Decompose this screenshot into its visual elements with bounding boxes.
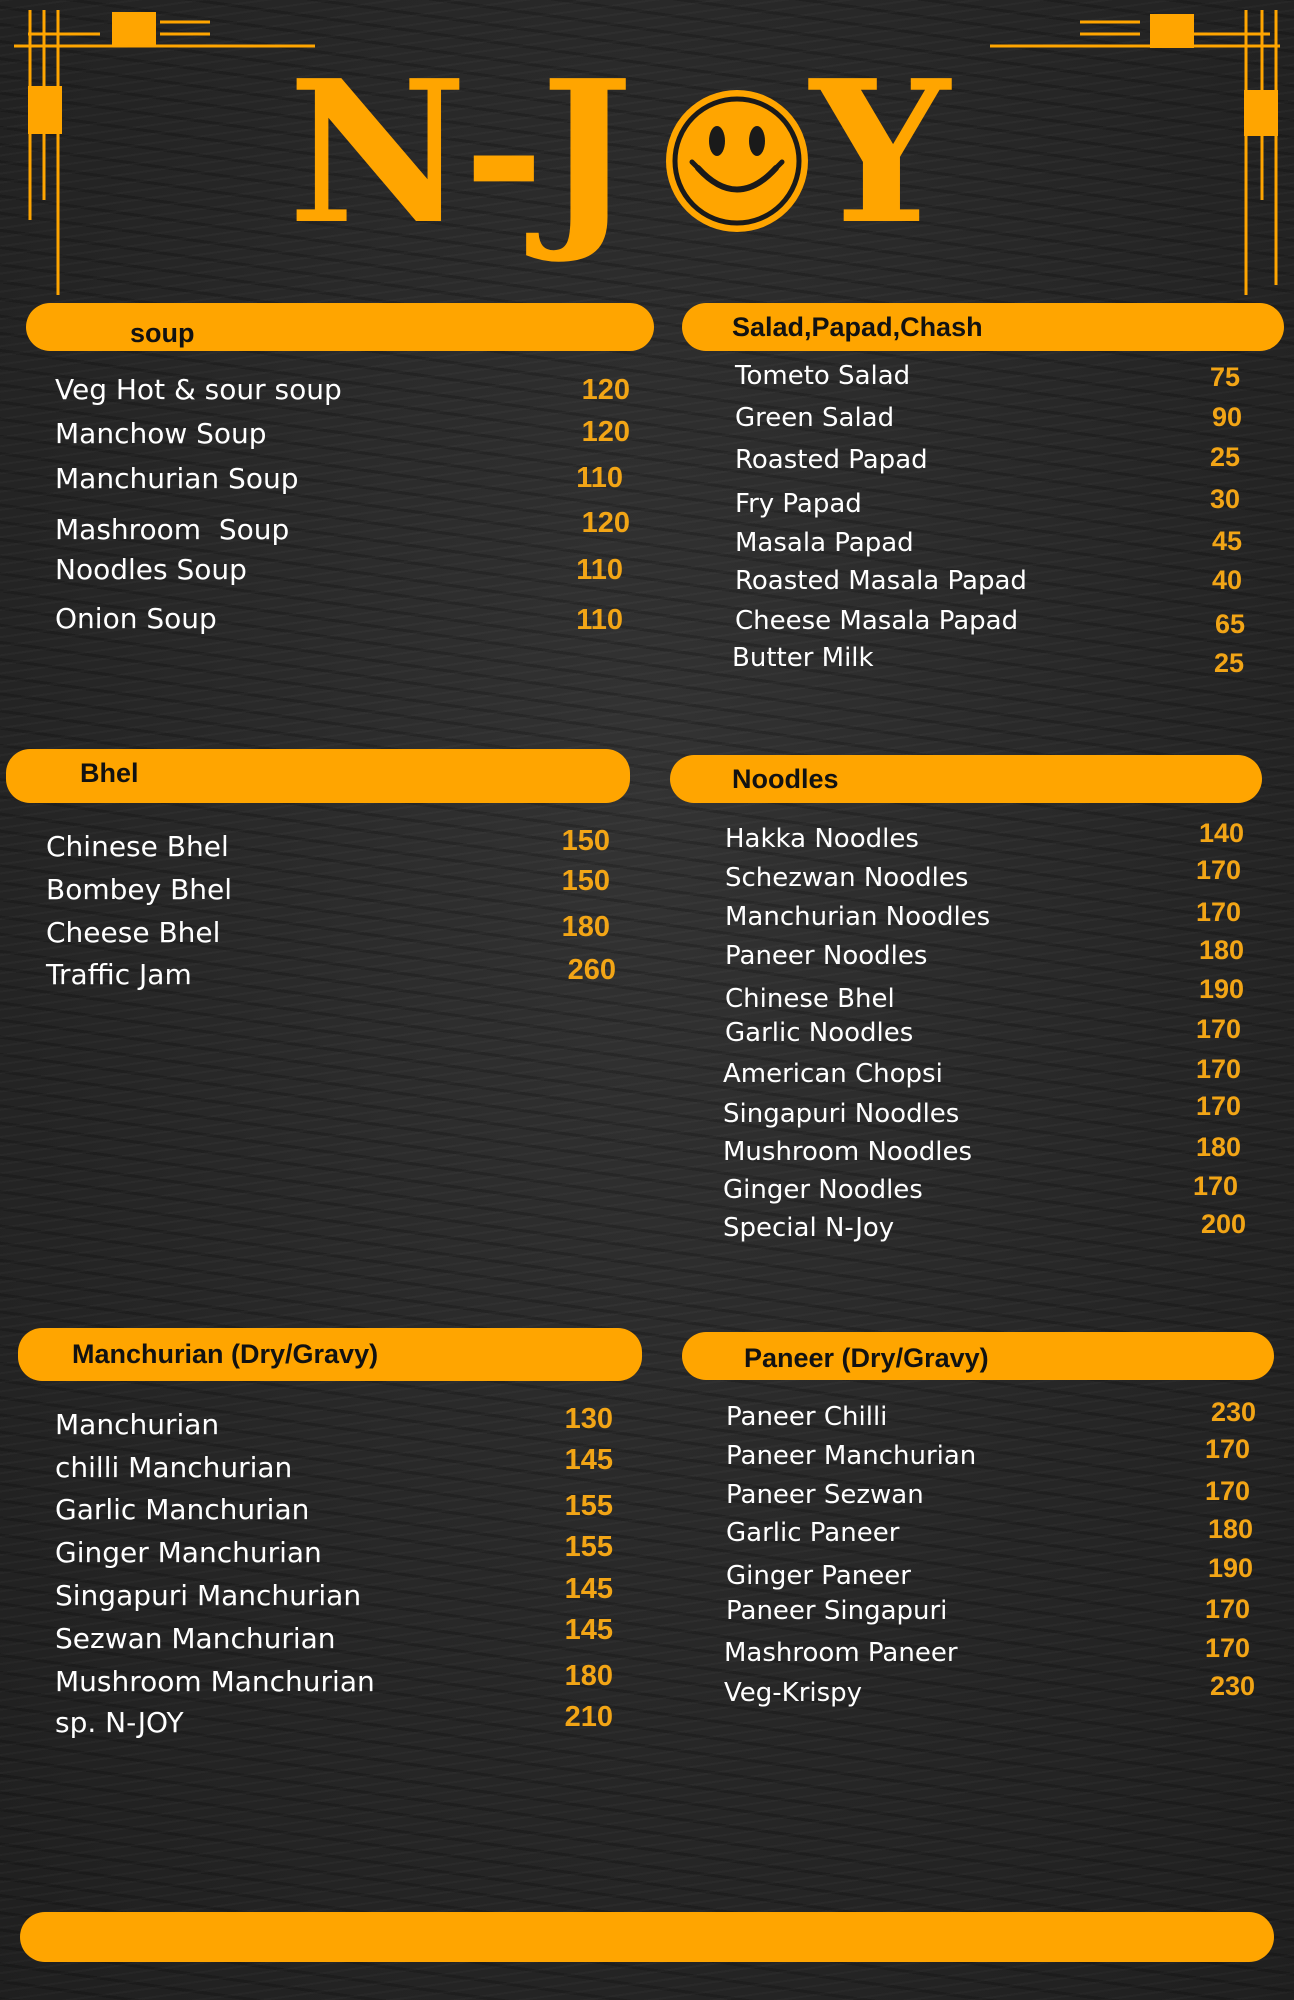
menu-item-name: Tometo Salad <box>735 361 911 391</box>
menu-item-price: 145 <box>564 1573 613 1605</box>
brand-logo <box>280 38 1020 268</box>
menu-item-name: Bombey Bhel <box>46 873 233 906</box>
menu-item-name: Roasted Papad <box>735 445 928 475</box>
menu-item-price: 130 <box>564 1403 613 1435</box>
section-header-salad-papad-chash <box>682 303 1284 351</box>
menu-item-name: Roasted Masala Papad <box>735 566 1027 596</box>
menu-item-price: 170 <box>1195 855 1241 885</box>
menu-item-name: Garlic Paneer <box>726 1518 900 1548</box>
section-header-manchurian <box>18 1328 642 1381</box>
menu-item-price: 180 <box>561 911 610 943</box>
menu-item-name: Paneer Singapuri <box>726 1596 948 1626</box>
menu-item-name: Onion Soup <box>55 602 217 635</box>
menu-item-price: 170 <box>1195 897 1241 927</box>
menu-item-name: Ginger Paneer <box>726 1561 911 1591</box>
menu-item-price: 150 <box>561 865 610 897</box>
menu-item-name: Garlic Noodles <box>725 1018 914 1048</box>
menu-item-price: 110 <box>576 604 623 636</box>
section-header-paneer <box>682 1332 1274 1380</box>
menu-item-price: 40 <box>1211 565 1242 595</box>
menu-item-price: 110 <box>576 462 623 494</box>
menu-item-price: 200 <box>1200 1209 1246 1239</box>
menu-item-name: Mushroom Noodles <box>723 1137 972 1167</box>
section-title: Noodles <box>732 764 839 794</box>
menu-item-name: Chinese Bhel <box>46 830 229 863</box>
menu-item-price: 150 <box>561 825 610 857</box>
menu-item-price: 90 <box>1211 402 1242 432</box>
menu-item-price: 110 <box>576 554 623 586</box>
menu-item-name: Paneer Manchurian <box>726 1441 977 1471</box>
section-title: Salad,Papad,Chash <box>732 312 983 342</box>
menu-item-name: Noodles Soup <box>55 553 247 586</box>
section-header-soup <box>26 303 654 351</box>
menu-item-price: 145 <box>564 1614 613 1646</box>
menu-item-price: 230 <box>1209 1671 1255 1701</box>
menu-item-name: Paneer Sezwan <box>726 1480 924 1510</box>
menu-item-price: 170 <box>1204 1633 1250 1663</box>
section-title: Manchurian (Dry/Gravy) <box>72 1339 379 1369</box>
menu-item-price: 155 <box>564 1490 613 1522</box>
section-title: Bhel <box>80 758 139 788</box>
brand-name-left: N-J <box>288 38 630 268</box>
brand-name-right: Y <box>810 38 946 268</box>
menu-item-name: American Chopsi <box>723 1059 943 1089</box>
menu-item-name: chilli Manchurian <box>55 1451 293 1484</box>
menu-item-price: 120 <box>581 374 630 406</box>
smiley-face-icon <box>662 86 812 236</box>
menu-item-price: 180 <box>1198 935 1244 965</box>
menu-item-price: 170 <box>1195 1054 1241 1084</box>
menu-item-price: 260 <box>567 954 616 986</box>
menu-item-price: 170 <box>1204 1434 1250 1464</box>
menu-item-name: Traffic Jam <box>46 958 192 991</box>
menu-item-name: Mashroom Soup <box>55 513 290 546</box>
menu-item-price: 170 <box>1204 1476 1250 1506</box>
menu-item-name: Singapuri Noodles <box>723 1099 960 1129</box>
menu-item-name: Mushroom Manchurian <box>55 1665 375 1698</box>
menu-item-name: Chinese Bhel <box>725 984 895 1014</box>
menu-item-name: Butter Milk <box>732 643 874 673</box>
menu-item-name: Ginger Manchurian <box>55 1536 322 1569</box>
menu-item-name: Veg-Krispy <box>724 1678 863 1708</box>
menu-item-name: Green Salad <box>735 403 895 433</box>
menu-item-name: Ginger Noodles <box>723 1175 923 1205</box>
menu-item-name: Hakka Noodles <box>725 824 919 854</box>
menu-item-name: Singapuri Manchurian <box>55 1579 362 1612</box>
menu-item-name: Paneer Chilli <box>726 1402 888 1432</box>
menu-item-price: 140 <box>1198 818 1244 848</box>
menu-item-price: 170 <box>1204 1594 1250 1624</box>
menu-item-name: Fry Papad <box>735 489 862 519</box>
menu-item-price: 145 <box>564 1444 613 1476</box>
menu-item-price: 120 <box>581 416 630 448</box>
menu-item-price: 25 <box>1209 442 1240 472</box>
menu-item-price: 170 <box>1195 1014 1241 1044</box>
menu-item-price: 180 <box>1195 1132 1241 1162</box>
menu-item-name: Paneer Noodles <box>725 941 928 971</box>
menu-item-price: 180 <box>1207 1514 1253 1544</box>
menu-item-price: 230 <box>1210 1397 1256 1427</box>
menu-item-name: Manchurian Noodles <box>725 902 991 932</box>
menu-item-name: Mashroom Paneer <box>724 1638 958 1668</box>
menu-item-price: 45 <box>1211 526 1242 556</box>
menu-item-price: 65 <box>1214 609 1245 639</box>
section-header-noodles <box>670 755 1262 803</box>
menu-item-price: 190 <box>1198 974 1244 1004</box>
menu-item-name: sp. N-JOY <box>55 1706 184 1739</box>
menu-item-name: Special N-Joy <box>723 1213 895 1243</box>
menu-item-name: Schezwan Noodles <box>725 863 969 893</box>
menu-item-name: Manchow Soup <box>55 417 267 450</box>
menu-item-name: Cheese Masala Papad <box>735 606 1019 636</box>
menu-item-price: 120 <box>581 507 630 539</box>
menu-item-price: 30 <box>1209 484 1240 514</box>
menu-item-name: Sezwan Manchurian <box>55 1622 336 1655</box>
menu-item-name: Manchurian <box>55 1408 220 1441</box>
menu-item-name: Manchurian Soup <box>55 462 299 495</box>
section-title: Paneer (Dry/Gravy) <box>744 1343 989 1373</box>
menu-item-price: 210 <box>564 1701 613 1733</box>
menu-item-name: Cheese Bhel <box>46 916 221 949</box>
menu-item-name: Garlic Manchurian <box>55 1493 310 1526</box>
section-header-bhel <box>6 749 630 803</box>
menu-item-price: 155 <box>564 1531 613 1563</box>
menu-item-price: 75 <box>1209 362 1240 392</box>
menu-item-price: 190 <box>1207 1553 1253 1583</box>
menu-item-price: 170 <box>1192 1171 1238 1201</box>
menu-item-name: Masala Papad <box>735 528 914 558</box>
section-title: soup <box>130 318 195 348</box>
menu-item-price: 180 <box>564 1660 613 1692</box>
menu-item-price: 25 <box>1213 648 1244 678</box>
footer-bar <box>20 1912 1274 1962</box>
menu-item-name: Veg Hot & sour soup <box>55 373 342 406</box>
menu-item-price: 170 <box>1195 1091 1241 1121</box>
